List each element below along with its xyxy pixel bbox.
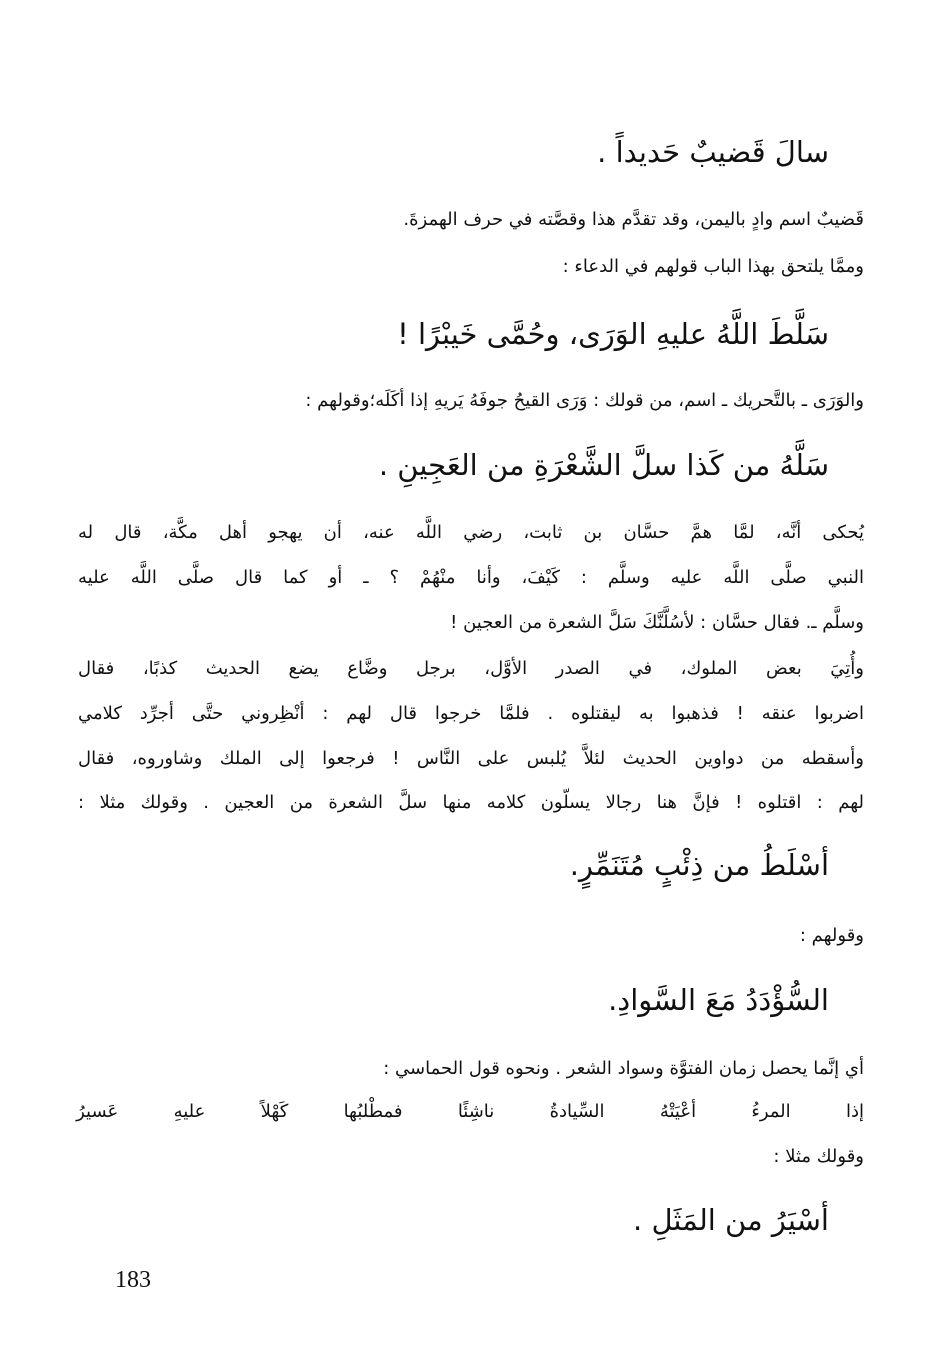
paragraph-line: يُحكى أنَّه، لمَّا همَّ حسَّان بن ثابت، رضي اللَّه عنه، أن يهجو أهل مكَّة، قال له [78,522,864,543]
page-number: 183 [115,1267,151,1293]
heading-proverb-5: السُّؤْدَدُ مَعَ السَّوادِ. [608,983,829,1017]
paragraph-line: وأسقطه من دواوين الحديث لئلاَّ يُلبس على النَّاس ! فرجعوا إلى الملك وشاوروه، فقال [78,748,864,769]
verse-word: السِّيادةُ [549,1101,605,1122]
paragraph-line: وأُتِيَ بعض الملوك، في الصدر الأوَّل، برجل وضَّاع يضع الحديث كذبًا، فقال [78,658,864,679]
heading-proverb-4: أسْلَطُ من ذِئْبٍ مُتَنَمِّرٍ. [569,848,829,882]
verse-word: عليهِ [173,1101,206,1122]
verse-word: ناشِئًا [457,1101,495,1122]
verse-word: أعْيَتْهُ [659,1101,697,1122]
paragraph-line: قَضيبٌ اسم وادٍ باليمن، وقد تقدَّم هذا وقصَّته في حرف الهمزةَ. [403,209,864,230]
paragraph-line: والوَرَى ـ بالتَّحريك ـ اسم، من قولك : وَرَى القيحُ جوفَهُ يَريهِ إذا أكَلَه؛وقولهم : [305,390,864,411]
paragraph-line: وقولك مثلا : [773,1146,864,1167]
paragraph-line: وممَّا يلتحق بهذا الباب قولهم في الدعاء : [562,256,864,277]
verse-word: كَهْلاً [260,1101,289,1122]
paragraph-line: اضربوا عنقه ! فذهبوا به ليقتلوه . فلمَّا خرجوا قال لهم : أنْظِروني حتَّى أجرِّد كلامي [78,703,864,724]
paragraph-line: وسلَّم ـ. فقال حسَّان : لأسُلَّنَّكَ سَلَّ الشعرة من العجين ! [450,612,864,633]
heading-proverb-3: سَلَّهُ من كَذا سلَّ الشَّعْرَةِ من العَجِينِ . [378,448,829,482]
paragraph-line: أي إنَّما يحصل زمان الفتوَّة وسواد الشعر . ونحوه قول الحماسي : [383,1058,864,1079]
verse-word: عَسيرُ [76,1101,119,1122]
paragraph-line: وقولهم : [799,925,864,946]
verse-word: فمطْلبُها [343,1101,403,1122]
paragraph-line: لهم : اقتلوه ! فإنَّ هنا رجالا يسلّون كلامه منها سلَّ الشعرة من العجين . وقولك مثلا : [78,792,864,813]
paragraph-line: النبي صلَّى اللَّه عليه وسلَّم : كَيْفَ، وأنا منْهُمْ ؟ ـ أو كما قال صلَّى اللَّه عليه [78,567,864,588]
heading-proverb-1: سالَ قَضيبٌ حَديداً . [597,135,829,169]
heading-proverb-6: أسْيَرُ من المَثَلِ . [633,1203,829,1237]
heading-proverb-2: سَلَّطَ اللَّهُ عليهِ الوَرَى، وحُمَّى خَيبْرًا ! [397,317,829,351]
poetry-verse [76,1098,864,1126]
verse-word: المرءُ [751,1101,791,1122]
verse-word: إذا [845,1101,864,1122]
